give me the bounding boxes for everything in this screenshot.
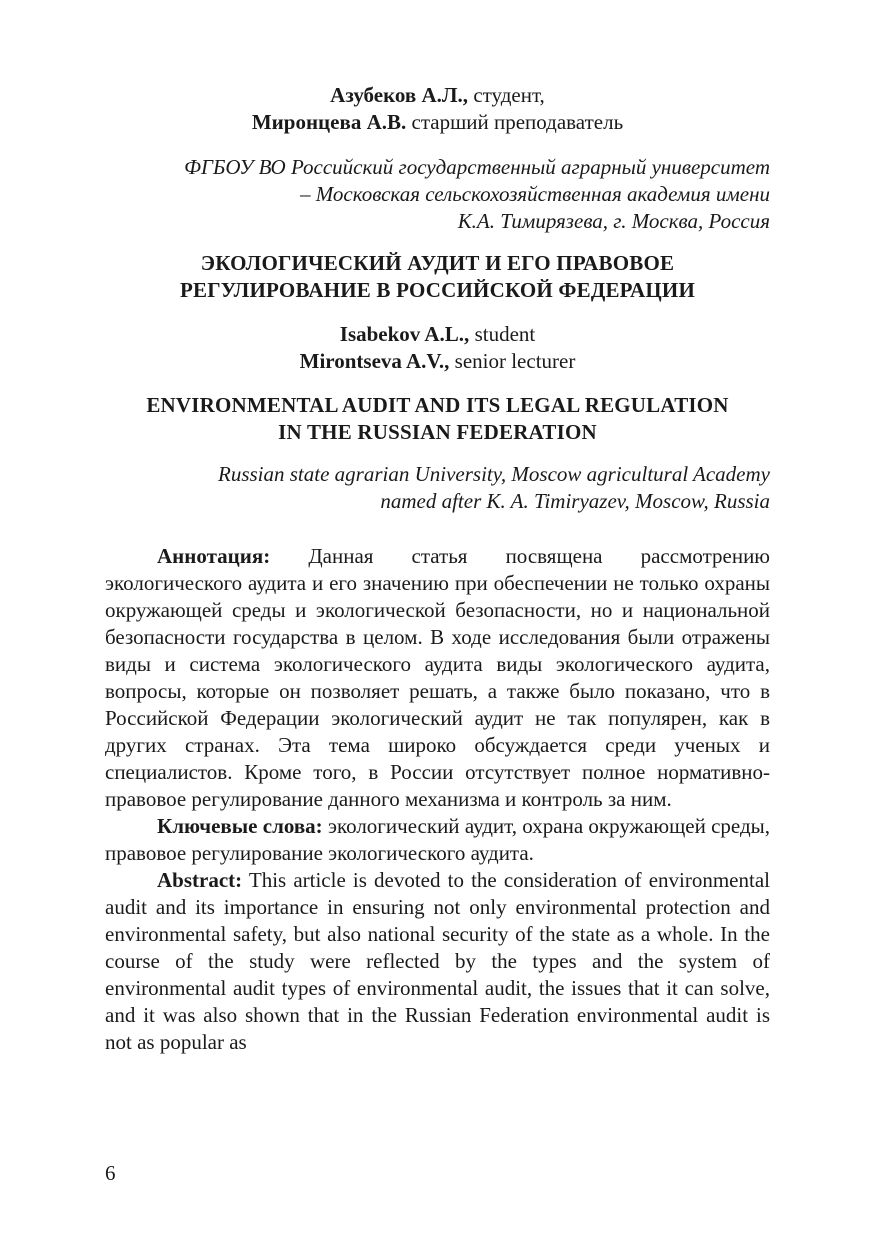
title-en-line-2: IN THE RUSSIAN FEDERATION	[278, 420, 597, 444]
author-ru-2	[105, 109, 770, 136]
keywords-paragraph	[105, 813, 770, 867]
author-ru-1	[105, 82, 770, 109]
author-en-1	[105, 321, 770, 348]
affiliation-ru-line-2: – Московская сельскохозяйственная академия имени	[299, 182, 770, 206]
author-en-2-name: Mirontseva A.V.,	[299, 349, 450, 373]
paper-page	[105, 82, 770, 1056]
author-en-2	[105, 348, 770, 375]
author-ru-2-role: старший преподаватель	[406, 110, 624, 134]
annotation-text: Данная статья посвящена рассмотрению экологического аудита и его значению при обеспечении не только охраны окружающей среды и экологической безопасности, но и национальной безопасности государства в целом. В ходе исследования были отражены виды и система экологического аудита виды экологического аудита, вопросы, которые он позволяет решать, а также было показано, что в Российской Федерации экологический аудит не так популярен, как в других странах. Эта тема широко обсуждается среди ученых и специалистов. Кроме того, в России отсутствует полное нормативно-правовое регулирование данного механизма и контроль за ним.	[105, 544, 770, 811]
title-ru-line-2: РЕГУЛИРОВАНИЕ В РОССИЙСКОЙ ФЕДЕРАЦИИ	[180, 278, 695, 302]
title-ru-line-1: ЭКОЛОГИЧЕСКИЙ АУДИТ И ЕГО ПРАВОВОЕ	[200, 251, 675, 275]
annotation-label: Аннотация:	[157, 544, 271, 568]
abstract-label: Abstract:	[157, 868, 243, 892]
author-ru-1-role: студент,	[468, 83, 545, 107]
affiliation-en-line-1: Russian state agrarian University, Moscow agricultural Academy	[218, 462, 770, 486]
page-number: 6	[105, 1161, 116, 1185]
affiliation-ru-line-3: К.А. Тимирязева, г. Москва, Россия	[457, 209, 770, 233]
abstract-text: This article is devoted to the consideration of environmental audit and its importance in ensuring not only environmental protection and environmental safety, but also national security of the state as a whole. In the course of the study were reflected by the types and the system of environmental audit types of environmental audit, the issues that it can solve, and it was also shown that in the Russian Federation environmental audit is not as popular as	[105, 868, 770, 1054]
title-en-line-1: ENVIRONMENTAL AUDIT AND ITS LEGAL REGULATION	[146, 393, 729, 417]
author-ru-1-name: Азубеков А.Л.,	[330, 83, 469, 107]
author-ru-2-name: Миронцева А.В.	[251, 110, 407, 134]
title-ru	[105, 250, 770, 304]
affiliation-en	[105, 461, 770, 515]
affiliation-ru	[105, 154, 770, 235]
author-en-1-role: student	[469, 322, 536, 346]
title-en	[105, 392, 770, 446]
keywords-text: экологический аудит, охрана окружающей среды, правовое регулирование экологического аудита.	[105, 814, 770, 865]
abstract-paragraph	[105, 867, 770, 1056]
authors-en	[105, 321, 770, 375]
body-text	[105, 543, 770, 1056]
authors-ru	[105, 82, 770, 136]
keywords-label: Ключевые слова:	[157, 814, 323, 838]
affiliation-ru-line-1: ФГБОУ ВО Российский государственный аграрный университет	[184, 155, 770, 179]
annotation-paragraph	[105, 543, 770, 813]
affiliation-en-line-2: named after K. A. Timiryazev, Moscow, Russia	[380, 489, 770, 513]
author-en-2-role: senior lecturer	[449, 349, 576, 373]
author-en-1-name: Isabekov A.L.,	[339, 322, 470, 346]
